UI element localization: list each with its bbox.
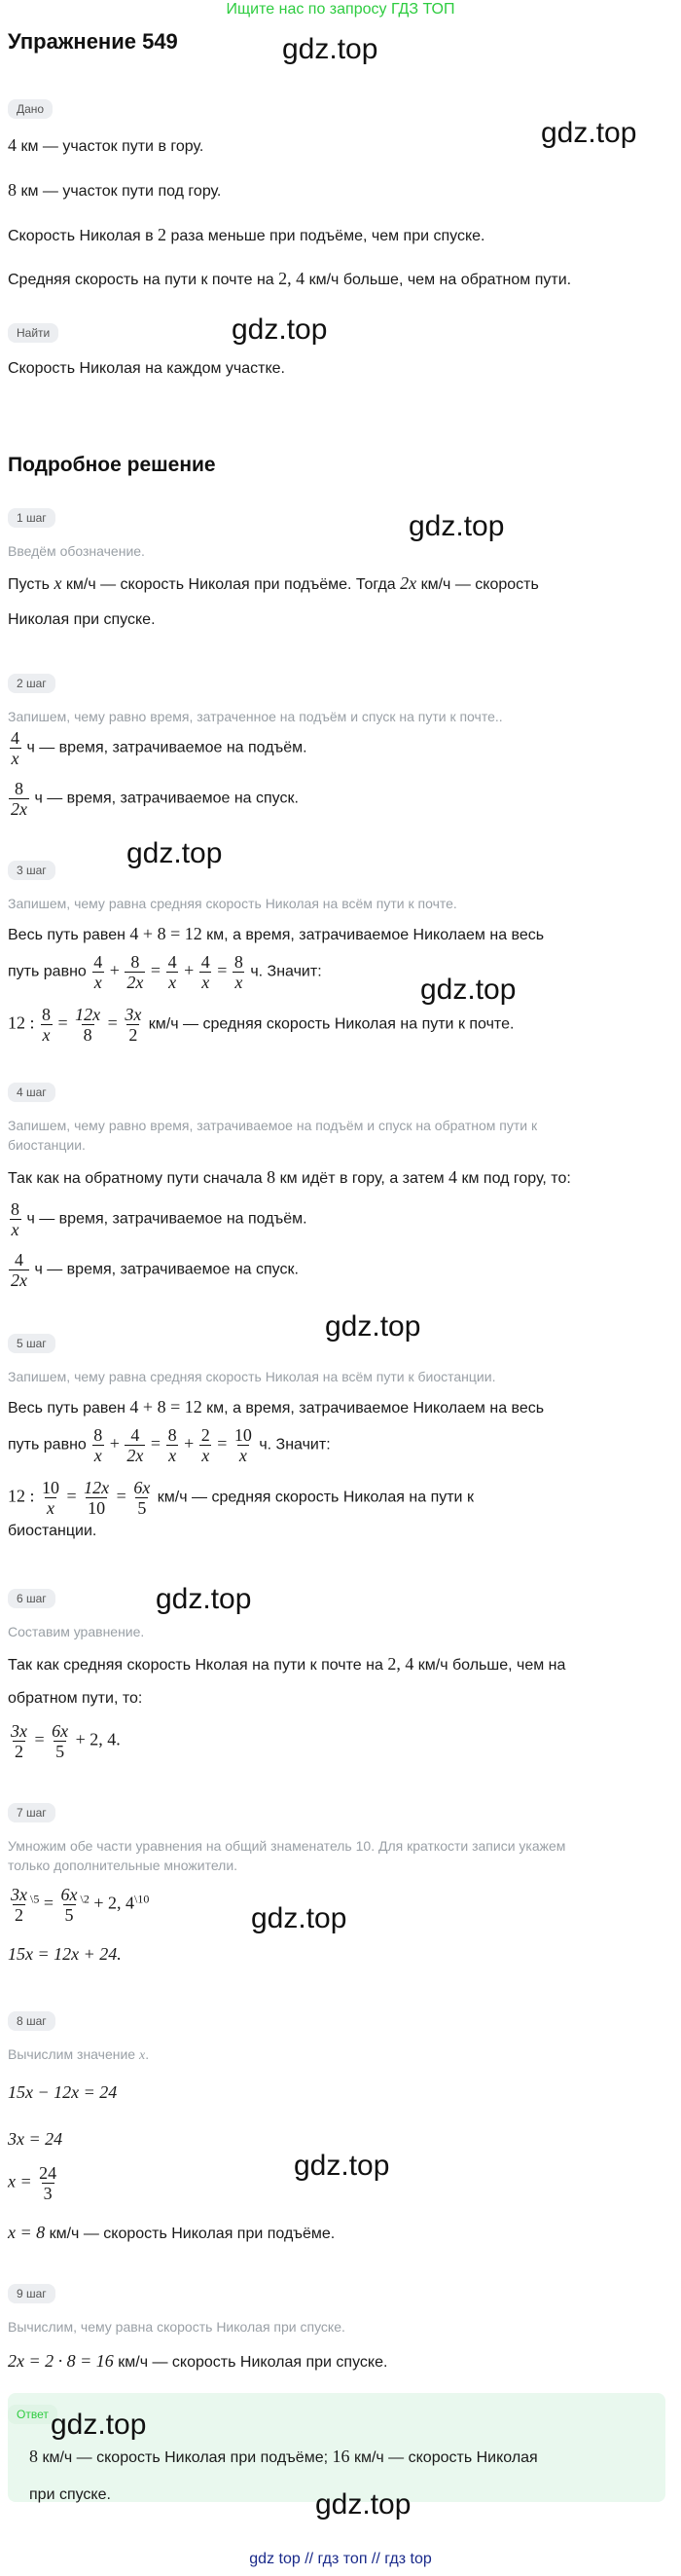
step-4-note-2: биостанции. (8, 1137, 86, 1153)
step-8-note: Вычислим значение x. (8, 2046, 150, 2063)
answer-line-2: при спуске. (29, 2486, 111, 2503)
step-9-badge-wrap (8, 2284, 55, 2303)
given-line-3: Скорость Николая в 2 раза меньше при подъёме, чем при спуске. (8, 225, 485, 244)
step-3-line-1: Весь путь равен 4 + 8 = 12 км, а время, затрачиваемое Николаем на весь (8, 924, 545, 943)
step-2-line-2: $\frac{8}{2x}$ ч — время, затрачиваемое на спуск. (11, 779, 299, 819)
step-badge: 7 шаг (8, 1803, 55, 1822)
step-6-line-1: Так как средняя скорость Нколая на пути к почте на 2, 4 км/ч больше, чем на (8, 1654, 566, 1674)
step-5-line-4: биостанции. (8, 1523, 97, 1539)
step-badge: 8 шаг (8, 2011, 55, 2031)
step-4-note-1: Запишем, чему равно время, затрачиваемое на подъём и спуск на обратном пути к (8, 1118, 538, 1133)
step-4-line-3: $\frac{4}{2x}$ ч — время, затрачиваемое на спуск. (11, 1250, 299, 1290)
solution-title: Подробное решение (8, 454, 216, 476)
find-badge-wrap (8, 323, 58, 343)
step-5-note: Запишем, чему равна средняя скорость Николая на всём пути к биостанции. (8, 1369, 496, 1384)
step-1-line-2: Николая при спуске. (8, 611, 156, 628)
answer-line-1: 8 км/ч — скорость Николая при подъёме; 16 км/ч — скорость Николая (29, 2447, 538, 2466)
step-8-eq-1: 15x − 12x = 24 (8, 2082, 118, 2102)
step-7-equation-2: 15x = 12x + 24. (8, 1944, 122, 1964)
step-3-line-3: 12 : $\frac{8}{x}$ = $\frac{12x}{8}$ = $\frac{3x}{2}$ км/ч — средняя скорость Николая на пути к почте. (8, 1005, 515, 1045)
step-7-badge-wrap (8, 1803, 55, 1822)
step-4-badge-wrap (8, 1083, 55, 1102)
step-7-equation-1: $\frac{3x}{2}$ $^{\backslash 5}$ = $\frac{6x}{5}$ $^{\backslash 2}$ + 2, $4^{\backslash 10}$ (11, 1885, 150, 1925)
step-7-note-1: Умножим обе части уравнения на общий знаменатель 10. Для краткости записи укажем (8, 1838, 566, 1854)
step-1-line-1: Пусть x км/ч — скорость Николая при подъёме. Тогда 2x км/ч — скорость (8, 573, 539, 593)
watermark: gdz.top (325, 1310, 421, 1343)
given-line-1: 4 км — участок пути в гору. (8, 135, 204, 155)
step-badge: 4 шаг (8, 1083, 55, 1102)
step-3-line-2: путь равно $\frac{4}{x}$ + $\frac{8}{2x}$ = $\frac{4}{x}$ + $\frac{4}{x}$ = $\frac{8}{x}$ ч. Значит: (8, 952, 322, 992)
step-badge: 6 шаг (8, 1589, 55, 1608)
step-5-line-3: 12 : $\frac{10}{x}$ = $\frac{12x}{10}$ = $\frac{6x}{5}$ км/ч — средняя скорость Николая на пути к (8, 1478, 474, 1518)
step-8-eq-3: x = $\frac{24}{3}$ (8, 2163, 57, 2203)
step-badge: 1 шаг (8, 508, 55, 528)
step-1-badge-wrap (8, 508, 55, 528)
find-text: Скорость Николая на каждом участке. (8, 360, 285, 377)
step-6-note: Составим уравнение. (8, 1624, 145, 1639)
step-9-note: Вычислим, чему равна скорость Николая при спуске. (8, 2319, 345, 2335)
step-4-line-2: $\frac{8}{x}$ ч — время, затрачиваемое на подъём. (11, 1199, 307, 1239)
step-badge: 3 шаг (8, 861, 55, 880)
watermark: gdz.top (251, 1902, 347, 1934)
step-9-equation: 2x = 2 · 8 = 16 км/ч — скорость Николая при спуске. (8, 2351, 388, 2371)
step-2-line-1: $\frac{4}{x}$ ч — время, затрачиваемое на подъём. (11, 728, 307, 768)
step-5-line-1: Весь путь равен 4 + 8 = 12 км, а время, затрачиваемое Николаем на весь (8, 1397, 545, 1417)
step-6-badge-wrap (8, 1589, 55, 1608)
watermark: gdz.top (315, 2488, 412, 2521)
watermark: gdz.top (294, 2150, 390, 2182)
step-1-note: Введём обозначение. (8, 543, 145, 559)
watermark: gdz.top (420, 974, 517, 1006)
watermark: gdz.top (156, 1583, 252, 1615)
step-8-eq-4: x = 8 км/ч — скорость Николая при подъёме. (8, 2223, 336, 2242)
given-badge-wrap (8, 99, 53, 119)
watermark: gdz.top (409, 510, 505, 542)
watermark: gdz.top (51, 2409, 147, 2441)
top-banner[interactable]: Ищите нас по запросу ГДЗ ТОП (226, 1, 455, 18)
bottom-banner[interactable]: gdz top // гдз топ // гдз top (249, 2551, 432, 2567)
step-badge: 5 шаг (8, 1334, 55, 1353)
given-line-2: 8 км — участок пути под гору. (8, 180, 222, 200)
step-3-note: Запишем, чему равна средняя скорость Николая на всём пути к почте. (8, 896, 457, 911)
step-2-note: Запишем, чему равно время, затраченное на подъём и спуск на пути к почте.. (8, 709, 503, 724)
step-6-line-2: обратном пути, то: (8, 1690, 143, 1707)
step-3-badge-wrap (8, 861, 55, 880)
step-5-badge-wrap (8, 1334, 55, 1353)
step-6-equation: $\frac{3x}{2}$ = $\frac{6x}{5}$ + 2, 4. (11, 1721, 121, 1761)
step-5-line-2: путь равно $\frac{8}{x}$ + $\frac{4}{2x}$ = $\frac{8}{x}$ + $\frac{2}{x}$ = $\frac{10}{x}$ ч. Значит: (8, 1425, 331, 1465)
watermark: gdz.top (232, 313, 328, 346)
step-badge: 9 шаг (8, 2284, 55, 2303)
watermark: gdz.top (541, 117, 637, 149)
step-8-badge-wrap (8, 2011, 55, 2031)
step-badge: 2 шаг (8, 674, 55, 693)
find-badge: Найти (8, 323, 58, 343)
answer-badge: Ответ (8, 2405, 57, 2424)
given-line-4: Средняя скорость на пути к почте на 2, 4 км/ч больше, чем на обратном пути. (8, 269, 572, 288)
step-7-note-2: только дополнительные множители. (8, 1858, 238, 1873)
watermark: gdz.top (282, 33, 378, 65)
step-8-eq-2: 3x = 24 (8, 2129, 63, 2149)
page-title: Упражнение 549 (8, 29, 178, 54)
watermark: gdz.top (126, 837, 223, 869)
step-2-badge-wrap (8, 674, 55, 693)
step-4-line-1: Так как на обратному пути сначала 8 км идёт в гору, а затем 4 км под гору, то: (8, 1167, 571, 1187)
given-badge: Дано (8, 99, 53, 119)
